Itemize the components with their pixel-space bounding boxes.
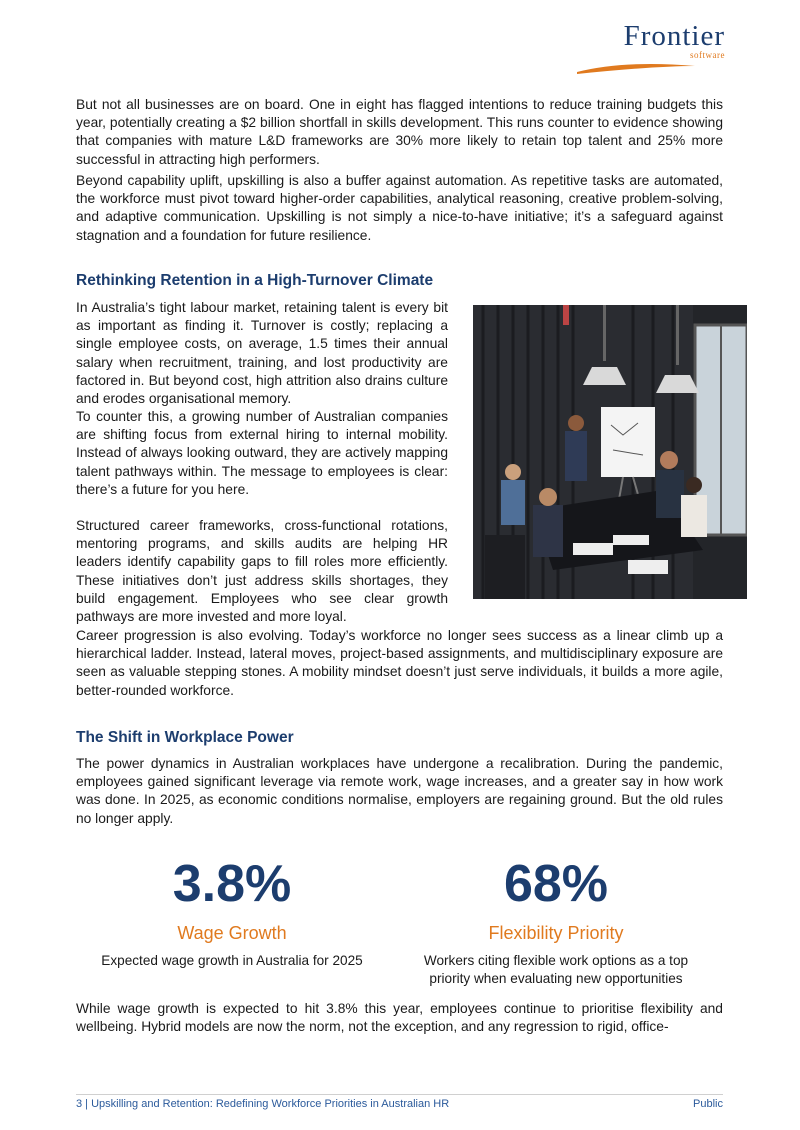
logo-wordmark: Frontier [623,20,725,52]
stat-description: Expected wage growth in Australia for 2025 [101,953,363,968]
paragraph-internal-mobility: To counter this, a growing number of Australian companies are shifting focus from external hiring to internal mobility. Instead of always looking outward, they are actively mapping talent pathways within. The message to employees is clear: there’s a future for you here. [76,409,448,497]
meeting-room-photo [473,305,747,599]
paragraph-flexibility-wellbeing: While wage growth is expected to hit 3.8% this year, employees continue to prioritise flexibility and wellbeing. Hybrid models are now the norm, not the exception, and any regression to rigid, office- [76,1001,723,1035]
frontier-software-logo [575,20,725,75]
footer-divider [76,1094,723,1095]
paragraph-career-frameworks: Structured career frameworks, cross-functional rotations, mentoring programs, and skills audits are helping HR leaders identify capability gaps to fill roles more efficiently. These initiatives don’t just address skills shortages, they build engagement. Employees who see clear growth pathways are more invested and more loyal. [76,518,448,625]
heading-rethinking-retention: Rethinking Retention in a High-Turnover Climate [76,272,434,289]
stat-value: 68% [503,855,609,913]
stat-label: Flexibility Priority [488,923,624,943]
stat-value: 3.8% [172,855,292,913]
paragraph-automation-buffer: Beyond capability uplift, upskilling is also a buffer against automation. As repetitive tasks are automated, the workforce must pivot toward higher-order capabilities, analytical reasoning, creative problem-solving, and adaptive communication. Upskilling is not simply a nice-to-have initiative; it’s a safeguard against stagnation and a foundation for future resilience. [76,173,723,243]
stat-flexibility-priority [406,856,706,988]
footer-page-title: 3 | Upskilling and Retention: Redefining Workforce Priorities in Australian HR [76,1098,450,1110]
heading-workplace-power: The Shift in Workplace Power [76,729,294,746]
footer-classification: Public [693,1098,723,1110]
paragraph-turnover-cost: In Australia’s tight labour market, retaining talent is every bit as important as finding it. Turnover is costly; replacing a single employee costs, on average, 1.5 times their annual salary when recruitment, training, and lost productivity are factored in. But beyond cost, high attrition also drains culture and erodes organisational memory. [76,300,448,407]
paragraph-training-budgets: But not all businesses are on board. One in eight has flagged intentions to reduce training budgets this year, potentially creating a $2 billion shortfall in skills development. This runs counter to evidence showing that companies with mature L&D frameworks are 30% more likely to retain top talent and 25% more successful in attracting high performers. [76,97,723,167]
logo-swoosh-icon [575,60,725,76]
paragraph-career-progression: Career progression is also evolving. Today’s workforce no longer sees success as a linear climb up a hierarchical ladder. Instead, lateral moves, project-based assignments, and multidisciplinary exposure are seen as valuable stepping stones. A mobility mindset doesn’t just serve individuals, it builds a more agile, better-rounded workforce. [76,628,723,698]
stat-description: Workers citing flexible work options as a top priority when evaluating new opportunities [423,953,689,986]
stat-wage-growth [78,856,386,970]
paragraph-power-dynamics: The power dynamics in Australian workplaces have undergone a recalibration. During the pandemic, employees gained significant leverage via remote work, wage increases, and a greater say in how work was done. In 2025, as economic conditions normalise, employers are regaining ground. But the old rules no longer apply. [76,756,723,826]
stat-label: Wage Growth [177,923,287,943]
logo-subtext: software [690,50,725,60]
